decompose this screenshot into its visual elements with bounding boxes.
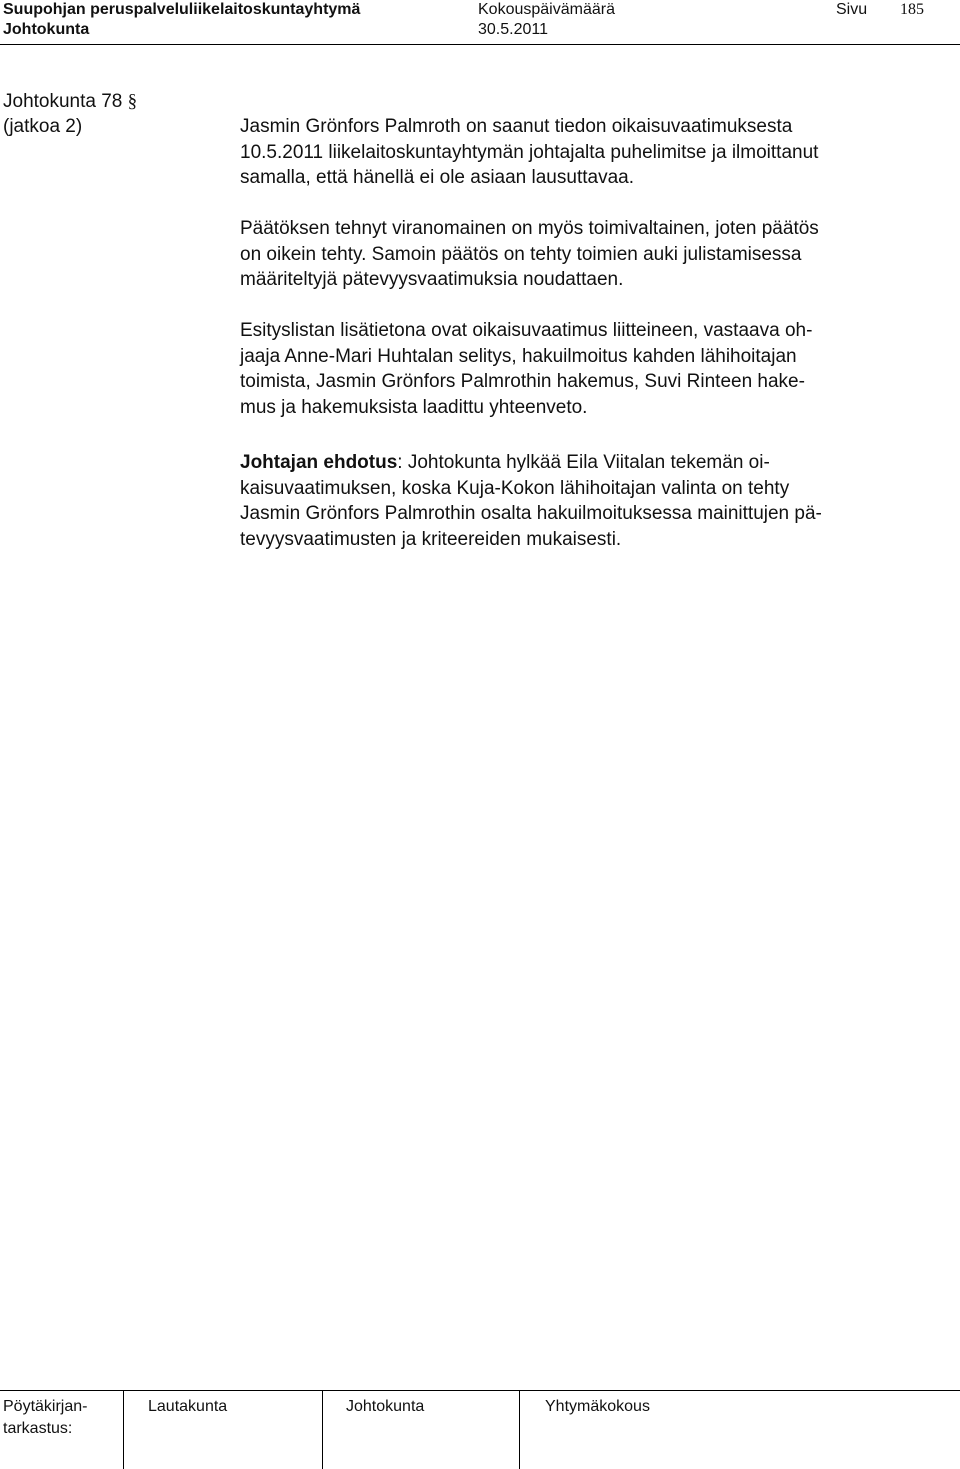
directors-signature-box: Johtokunta: [346, 1398, 425, 1415]
proposal-first-line: [240, 450, 940, 476]
header-rule: [0, 44, 960, 45]
paragraph-line: 10.5.2011 liikelaitoskuntayhtymän johtajalta puhelimitse ja ilmoittanut: [240, 141, 819, 163]
footer-divider: [519, 1390, 520, 1469]
proposal-label: Johtajan ehdotus: [240, 452, 398, 473]
organization-name: Suupohjan peruspalveluliikelaitoskuntayhtymä: [3, 1, 361, 18]
paragraph-notification: [240, 114, 940, 191]
section-mark: §: [127, 91, 138, 112]
board-signature-box: Lautakunta: [148, 1398, 228, 1415]
proposal-text: Johtokunta hylkää Eila Viitalan tekemän oi-: [402, 452, 770, 473]
paragraph-line: toimista, Jasmin Grönfors Palmrothin hakemus, Suvi Rinteen hake-: [240, 371, 805, 393]
paragraph-line: määriteltyjä pätevyysvaatimuksia noudattaen.: [240, 269, 624, 291]
footer-divider: [322, 1390, 323, 1469]
paragraph-line: Jasmin Grönfors Palmroth on saanut tiedon oikaisuvaatimuksesta: [240, 116, 793, 137]
paragraph-line: jaaja Anne-Mari Huhtalan selitys, hakuilmoitus kahden lähihoitajan: [240, 345, 797, 367]
body-name: Johtokunta: [3, 21, 90, 38]
joint-meeting-signature-box: Yhtymäkokous: [545, 1398, 650, 1415]
section-continuation: (jatkoa 2): [3, 116, 83, 137]
meeting-date-label: Kokouspäivämäärä: [478, 1, 615, 18]
paragraph-line: on oikein tehty. Samoin päätös on tehty toimien auki julistamisessa: [240, 243, 802, 265]
paragraph-line: kaisuvaatimuksen, koska Kuja-Kokon lähihoitajan valinta on tehty: [240, 477, 790, 499]
paragraph-line: samalla, että hänellä ei ole asiaan lausuttavaa.: [240, 167, 634, 189]
review-label-line: tarkastus:: [3, 1420, 73, 1437]
paragraph-line: Päätöksen tehnyt viranomainen on myös toimivaltainen, joten päätös: [240, 218, 819, 239]
page-number: 185: [900, 1, 924, 18]
paragraph-proposal: [240, 450, 940, 552]
page-label: Sivu: [836, 1, 868, 18]
review-label-line: Pöytäkirjan-: [3, 1398, 88, 1415]
paragraph-line: Jasmin Grönfors Palmrothin osalta hakuilmoituksessa mainittujen pä-: [240, 503, 822, 525]
section-title: Johtokunta 78 §: [3, 91, 138, 112]
footer-divider: [123, 1390, 124, 1469]
paragraph-authority: [240, 216, 940, 293]
paragraph-line: Esityslistan lisätietona ovat oikaisuvaatimus liitteineen, vastaava oh-: [240, 320, 813, 341]
review-label: [3, 1396, 87, 1440]
proposal-colon: :: [397, 452, 403, 473]
paragraph-line: mus ja hakemuksista laadittu yhteenveto.: [240, 396, 588, 418]
paragraph-line: tevyysvaatimusten ja kriteereiden mukaisesti.: [240, 528, 622, 550]
meeting-date: 30.5.2011: [478, 21, 548, 38]
paragraph-attachments: [240, 318, 940, 420]
footer-rule: [0, 1390, 960, 1391]
